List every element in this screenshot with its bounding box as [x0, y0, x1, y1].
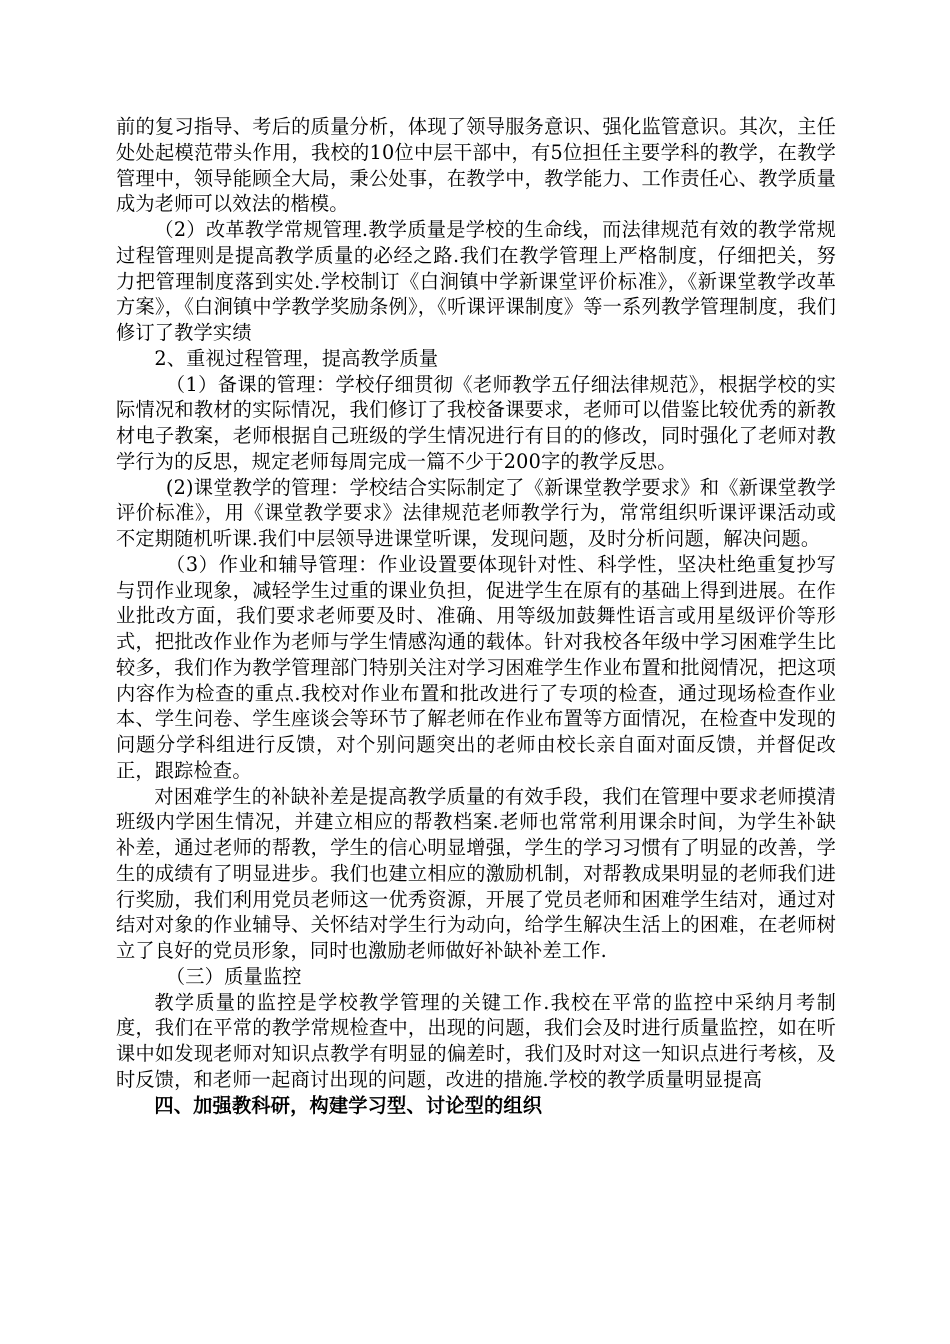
- paragraph-routine-management: （2）改革教学常规管理.教学质量是学校的生命线，而法律规范有效的教学常规过程管理则是提高教学质量的必经之路.我们在教学管理上严格制度，仔细把关，努力把管理制度落到实处.学校制订《白涧镇中学新课堂评价标准》，《新课堂教学改革方案》，《白涧镇中学教学奖励条例》，《听课评课制度》等一系列教学管理制度，我们修订了教学实绩: [116, 218, 836, 344]
- section-heading-research: 四、加强教科研，构建学习型、讨论型的组织: [154, 1093, 543, 1117]
- paragraph-lesson-preparation: （1）备课的管理：学校仔细贯彻《老师教学五仔细法律规范》，根据学校的实际情况和教材的实际情况，我们修订了我校备课要求，老师可以借鉴比较优秀的新教材电子教案，老师根据自己班级的学生情况进行有目的的修改，同时强化了老师对教学行为的反思，规定老师每周完成一篇不少于200字的教学反思。: [116, 372, 836, 473]
- paragraph-leadership: 前的复习指导、考后的质量分析，体现了领导服务意识、强化监管意识。其次，主任处处起模范带头作用，我校的10位中层干部中，有5位担任主要学科的教学，在教学管理中，领导能顾全大局，秉公处事，在教学中，教学能力、工作责任心、教学质量成为老师可以效法的楷模。: [116, 115, 836, 216]
- paragraph-struggling-students: 对困难学生的补缺补差是提高教学质量的有效手段，我们在管理中要求老师摸清班级内学困生情况，并建立相应的帮教档案.老师也常常利用课余时间，为学生补缺补差，通过老师的帮教，学生的信心明显增强，学生的学习习惯有了明显的改善，学生的成绩有了明显进步。我们也建立相应的激励机制，对帮教成果明显的老师我们进行奖励，我们利用党员老师这一优秀资源，开展了党员老师和困难学生结对，通过对结对对象的作业辅导、关怀结对学生行为动向，给学生解决生活上的困难，在老师树立了良好的党员形象，同时也激励老师做好补缺补差工作.: [116, 784, 836, 962]
- section-heading-process-management: 2、重视过程管理，提高教学质量: [154, 346, 439, 370]
- paragraph-homework-tutoring: （3）作业和辅导管理：作业设置要体现针对性、科学性，坚决杜绝重复抄写与罚作业现象，减轻学生过重的课业负担，促进学生在原有的基础上得到进展。在作业批改方面，我们要求老师要及时、准确、用等级加鼓舞性语言或用星级评价等形式，把批改作业作为老师与学生情感沟通的载体。针对我校各年级中学习困难学生比较多，我们作为教学管理部门特别关注对学习困难学生作业布置和批阅情况，把这项内容作为检查的重点.我校对作业布置和批改进行了专项的检查，通过现场检查作业本、学生问卷、学生座谈会等环节了解老师在作业布置等方面情况，在检查中发现的问题分学科组进行反馈，对个别问题突出的老师由校长亲自面对面反馈，并督促改正，跟踪检查。: [116, 552, 836, 782]
- paragraph-classroom-teaching: (2)课堂教学的管理：学校结合实际制定了《新课堂教学要求》和《新课堂教学评价标准》，用《课堂教学要求》法律规范老师教学行为，常常组织听课评课活动或不定期随机听课.我们中层领导进课堂听课，发现问题，及时分析问题，解决问题。: [116, 475, 836, 550]
- document-page: [116, 114, 836, 1118]
- section-heading-quality-monitoring: （三）质量监控: [165, 964, 302, 988]
- paragraph-quality-monitoring: 教学质量的监控是学校教学管理的关键工作.我校在平常的监控中采纳月考制度，我们在平常的教学常规检查中，出现的问题，我们会及时进行质量监控，如在听课中如发现老师对知识点教学有明显的偏差时，我们及时对这一知识点进行考核，及时反馈，和老师一起商讨出现的问题，改进的措施.学校的教学质量明显提高: [116, 990, 836, 1091]
